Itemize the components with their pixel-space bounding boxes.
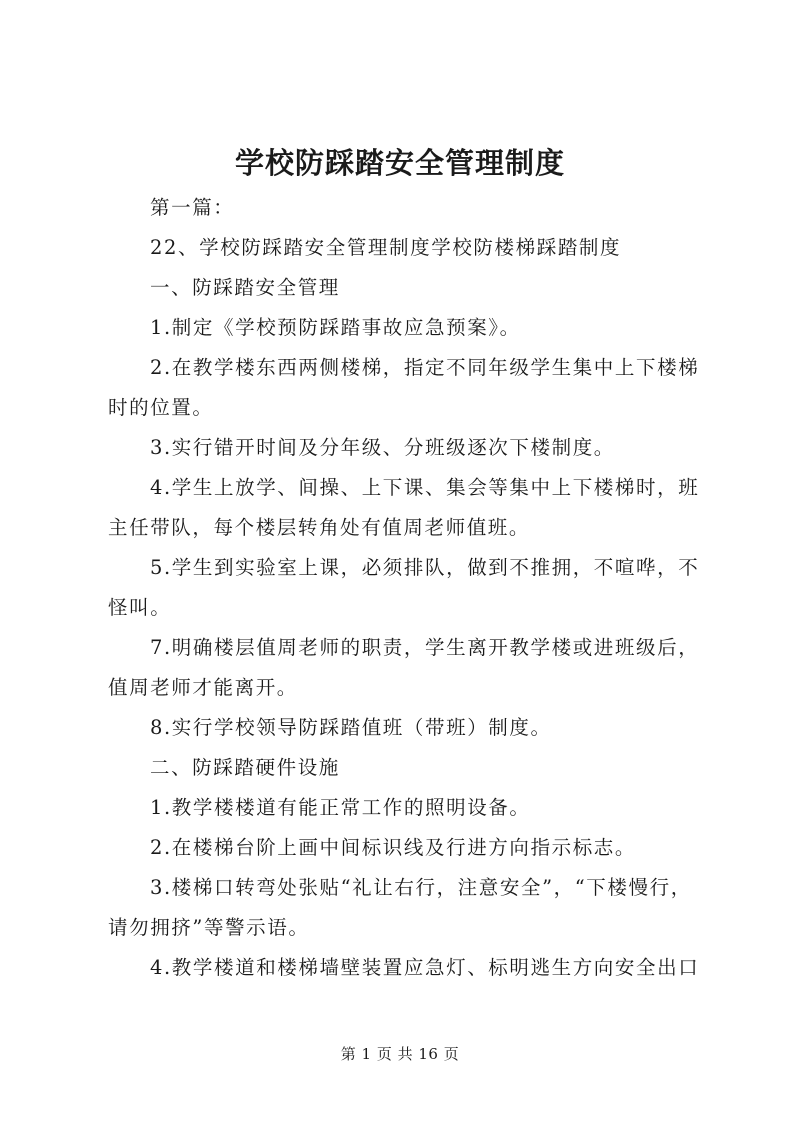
paragraph: 1.制定《学校预防踩踏事故应急预案》。 [150, 316, 521, 339]
paragraph: 7.明确楼层值周老师的职责，学生离开教学楼或进班级后，值周老师才能离开。 [108, 636, 700, 699]
section-heading: 一、防踩踏安全管理 [150, 276, 340, 299]
paragraph: 8.实行学校领导防踩踏值班（带班）制度。 [150, 716, 552, 739]
page-footer: 第 1 页 共 16 页 [340, 1045, 460, 1063]
paragraph: 22、学校防踩踏安全管理制度学校防楼梯踩踏制度 [150, 236, 622, 259]
paragraph: 2.在楼梯台阶上画中间标识线及行进方向指示标志。 [150, 836, 637, 859]
document-title: 学校防踩踏安全管理制度 [234, 146, 565, 180]
document-body [108, 188, 704, 988]
paragraph: 3.实行错开时间及分年级、分班级逐次下楼制度。 [150, 436, 615, 459]
paragraph: 第一篇： [150, 196, 235, 219]
paragraph: 1.教学楼楼道有能正常工作的照明设备。 [150, 796, 531, 819]
paragraph: 3.楼梯口转弯处张贴“礼让右行，注意安全”，“下楼慢行，请勿拥挤”等警示语。 [108, 876, 692, 939]
paragraph: 4.学生上放学、间操、上下课、集会等集中上下楼梯时，班主任带队，每个楼层转角处有值周老师值班。 [108, 476, 700, 539]
paragraph: 5.学生到实验室上课，必须排队，做到不推拥，不喧哗，不怪叫。 [108, 556, 700, 619]
paragraph: 4.教学楼道和楼梯墙壁装置应急灯、标明逃生方向安全出口 [150, 956, 700, 979]
section-heading: 二、防踩踏硬件设施 [150, 756, 340, 779]
paragraph: 2.在教学楼东西两侧楼梯，指定不同年级学生集中上下楼梯时的位置。 [108, 356, 700, 419]
